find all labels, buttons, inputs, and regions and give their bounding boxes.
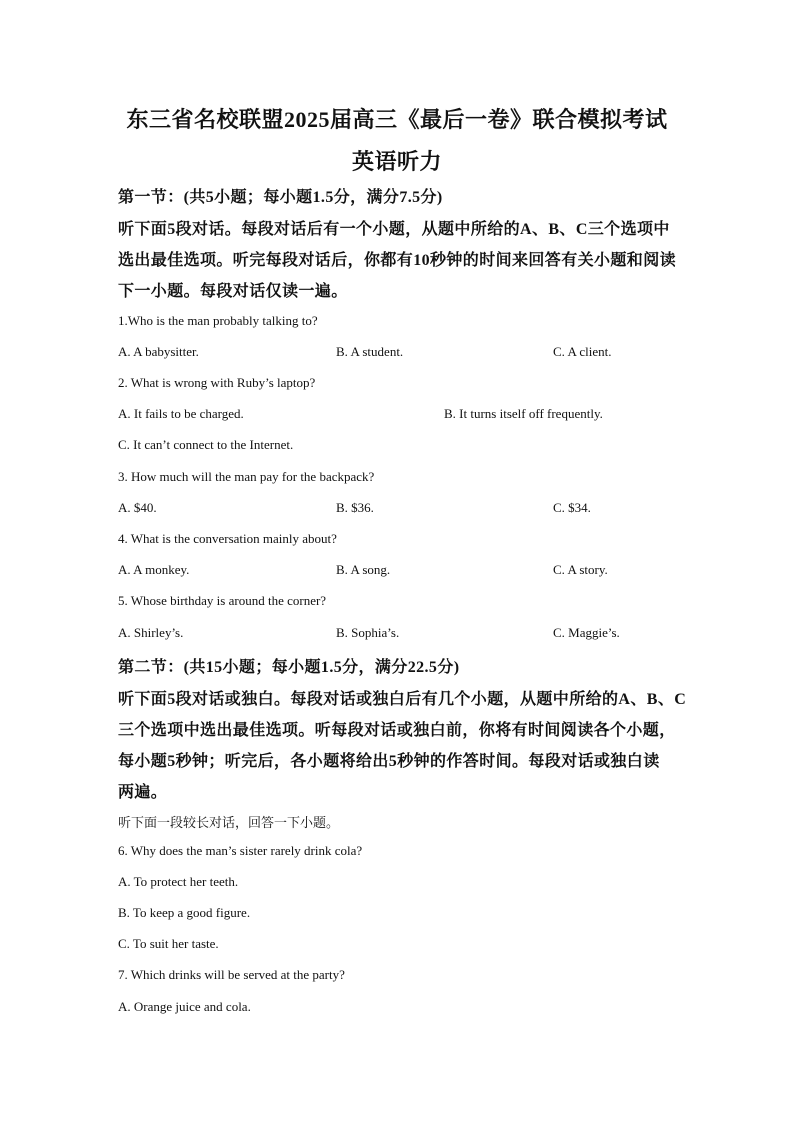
answer-option: A. It fails to be charged.: [118, 406, 244, 421]
answer-option: C. A story.: [553, 562, 608, 577]
question-stem: 5. Whose birthday is around the corner?: [118, 593, 327, 608]
exam-title: 东三省名校联盟2025届高三《最后一卷》联合模拟考试: [126, 107, 668, 132]
answer-option: C. To suit her taste.: [118, 936, 219, 951]
answer-option: B. Sophia’s.: [336, 625, 400, 640]
answer-option: A. Orange juice and cola.: [118, 999, 251, 1014]
question-stem: 3. How much will the man pay for the backpack?: [118, 469, 375, 484]
question-stem: 1.Who is the man probably talking to?: [118, 313, 318, 328]
answer-option: B. It turns itself off frequently.: [444, 406, 603, 421]
section2-instruction-line: 听下面5段对话或独白。每段对话或独白后有几个小题，从题中所给的A、B、C: [118, 691, 687, 708]
section2-intro: 听下面一段较长对话，回答一下小题。: [118, 815, 340, 830]
exam-subtitle: 英语听力: [351, 149, 442, 174]
section2-heading: 第二节：(共15小题；每小题1.5分，满分22.5分): [118, 659, 460, 676]
answer-option: A. Shirley’s.: [118, 625, 184, 640]
question-stem: 2. What is wrong with Ruby’s laptop?: [118, 375, 316, 390]
section2-instruction-line: 两遍。: [118, 784, 168, 801]
question-stem: 6. Why does the man’s sister rarely drink cola?: [118, 843, 363, 858]
section1-instruction-line: 选出最佳选项。听完每段对话后，你都有10秒钟的时间来回答有关小题和阅读: [118, 252, 677, 269]
section1-heading: 第一节：(共5小题；每小题1.5分，满分7.5分): [118, 189, 443, 206]
section1-instruction-line: 听下面5段对话。每段对话后有一个小题，从题中所给的A、B、C三个选项中: [118, 221, 670, 238]
answer-option: C. A client.: [553, 344, 612, 359]
question-stem: 4. What is the conversation mainly about?: [118, 531, 337, 546]
answer-option: A. To protect her teeth.: [118, 874, 239, 889]
answer-option: B. To keep a good figure.: [118, 905, 251, 920]
question-stem: 7. Which drinks will be served at the party?: [118, 967, 345, 982]
answer-option: C. It can’t connect to the Internet.: [118, 437, 294, 452]
answer-option: B. A song.: [336, 562, 391, 577]
section2-instruction-line: 每小题5秒钟；听完后，各小题将给出5秒钟的作答时间。每段对话或独白读: [118, 753, 660, 770]
answer-option: B. $36.: [336, 500, 374, 515]
answer-option: A. $40.: [118, 500, 157, 515]
section1-instruction-line: 下一小题。每段对话仅读一遍。: [118, 283, 348, 300]
section2-instruction-line: 三个选项中选出最佳选项。听每段对话或独白前，你将有时间阅读各个小题，: [118, 722, 676, 739]
answer-option: B. A student.: [336, 344, 404, 359]
answer-option: C. Maggie’s.: [553, 625, 620, 640]
answer-option: A. A monkey.: [118, 562, 190, 577]
answer-option: C. $34.: [553, 500, 591, 515]
answer-option: A. A babysitter.: [118, 344, 199, 359]
